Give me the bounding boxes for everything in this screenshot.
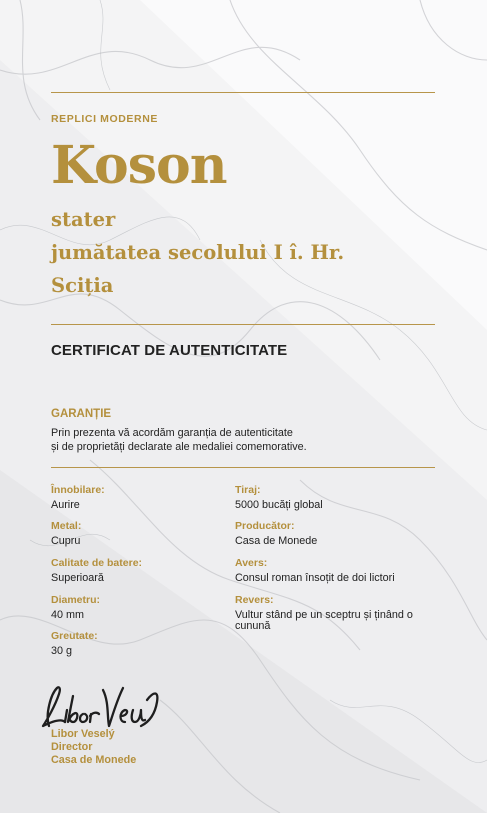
spec-finish	[51, 484, 105, 511]
guarantee-text	[51, 426, 435, 454]
spec-label: Producător:	[235, 520, 295, 532]
signatory-block	[51, 728, 136, 768]
spec-label: Metal:	[51, 520, 82, 532]
spec-value: 40 mm	[51, 609, 84, 621]
coin-title: Koson	[51, 135, 227, 196]
guarantee-line-2: și de proprietăți declarate ale medaliei comemorative.	[51, 441, 307, 453]
spec-label: Greutate:	[51, 630, 98, 642]
spec-quality	[51, 557, 142, 584]
spec-value: Aurire	[51, 499, 80, 511]
spec-label: Diametru:	[51, 594, 101, 606]
spec-label: Tiraj:	[235, 484, 261, 496]
category-label: REPLICI MODERNE	[51, 113, 159, 125]
guarantee-heading: GARANȚIE	[51, 408, 112, 420]
spec-value: 30 g	[51, 645, 73, 657]
spec-label: Calitate de batere:	[51, 557, 143, 569]
spec-value: Vultur stând pe un sceptru și ținând o cunună	[235, 609, 413, 632]
spec-label: Înnobilare:	[51, 484, 105, 496]
spec-value: Consul roman însoțit de doi lictori	[235, 572, 395, 584]
spec-weight	[51, 630, 98, 657]
spec-mintage	[235, 484, 323, 511]
section-divider	[51, 324, 435, 325]
certificate-content	[51, 0, 435, 813]
spec-metal	[51, 520, 81, 547]
spec-producer	[235, 520, 317, 547]
spec-value: 5000 bucăți global	[235, 499, 323, 511]
spec-reverse	[235, 594, 435, 632]
spec-value: Cupru	[51, 535, 81, 547]
certificate-heading: CERTIFICAT DE AUTENTICITATE	[51, 342, 288, 359]
spec-label: Revers:	[235, 594, 274, 606]
spec-value: Casa de Monede	[235, 535, 318, 547]
specs-divider	[51, 467, 435, 468]
guarantee-line-1: Prin prezenta vă acordăm garanția de autenticitate	[51, 427, 293, 439]
signatory-name: Libor Veselý	[51, 728, 115, 740]
signatory-organization: Casa de Monede	[51, 754, 137, 767]
spec-label: Avers:	[235, 557, 268, 569]
subtitle-period: jumătatea secolului I î. Hr.	[51, 241, 345, 264]
subtitle-region: Sciția	[51, 274, 114, 297]
top-divider	[51, 92, 435, 93]
subtitle-denomination: stater	[51, 208, 116, 231]
spec-value: Superioară	[51, 572, 104, 584]
signatory-role: Director	[51, 741, 93, 754]
spec-obverse	[235, 557, 395, 584]
spec-diameter	[51, 594, 100, 621]
